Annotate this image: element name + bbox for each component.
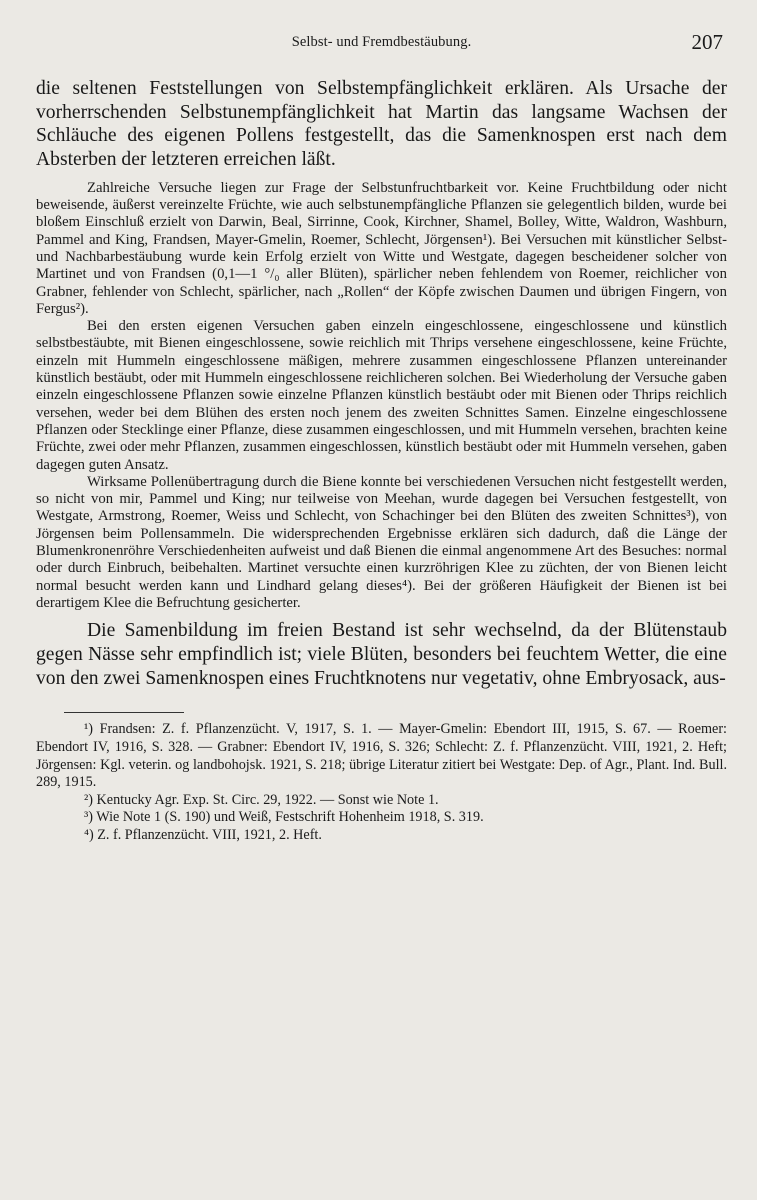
paragraph-4: Wirksame Pollenübertragung durch die Biene konnte bei verschiedenen Versuchen nicht festgestellt werden, so nicht von mir, Pammel und King; nur teilweise von Meehan, wurde dagegen bei Versuchen festgestellt, von Westgate, Armstrong, Roemer, Weiss und Schlecht, von Schachinger bei den Blüten des zweiten Schnittes³), von Jörgensen beim Pollensammeln. Die widersprechenden Ergebnisse erklären sich dadurch, daß die Länge der Blumenkronenröhre Verschiedenheiten aufweist und daß Bienen die einmal angenommene Art des Besuches: normal oder durch Einbruch, beibehalten. Martinet versuchte einen kurzröhrigen Klee zu züchten, der von Bienen leicht normal besucht werden kann und Lindhard gelang dieses⁴). Bei der größeren Häufigkeit der Bienen ist bei derartigem Klee die Befruchtung gesicherter. (36, 473, 727, 611)
footnotes (36, 721, 727, 844)
paragraph-1: die seltenen Feststellungen von Selbstempfänglichkeit erklären. Als Ursache der vorherrschenden Selbstunempfänglichkeit hat Martin das langsame Wachsen der Schläuche des eigenen Pollens festgestellt, das die Samenknospen erst nach dem Absterben der letzteren erreichen läßt. (36, 78, 727, 171)
footnote-4: ⁴) Z. f. Pflanzenzücht. VIII, 1921, 2. Heft. (84, 826, 322, 843)
footnote-rule (64, 712, 184, 713)
page-header (36, 0, 727, 58)
footnote-1: ¹) Frandsen: Z. f. Pflanzenzücht. V, 1917, S. 1. — Mayer-Gmelin: Ebendort III, 1915, S. 67. — Roemer: Ebendort IV, 1916, S. 328. — Grabner: Ebendort IV, 1916, S. 326; Schlecht: Z. f. Pflanzenzücht. VIII, 1921, 2. Heft; Jörgensen: Kgl. veterin. og landbohojsk. 1921, S. 218; übrige Literatur zitiert bei Westgate: Dep. of Agr., Plant. Ind. Bull. 289, 1915. (36, 721, 727, 791)
paragraph-5: Die Samenbildung im freien Bestand ist sehr wechselnd, da der Blütenstaub gegen Nässe sehr empfindlich ist; viele Blüten, besonders bei feuchtem Wetter, die eine von den zwei Samenknospen eines Fruchtknotens nur vegetativ, ohne Embryosack, aus- (36, 620, 727, 689)
footnote-3: ³) Wie Note 1 (S. 190) und Weiß, Festschrift Hohenheim 1918, S. 319. (84, 809, 484, 826)
page-number: 207 (691, 30, 723, 54)
paragraph-2: Zahlreiche Versuche liegen zur Frage der Selbstunfruchtbarkeit vor. Keine Fruchtbildung oder nicht beweisende, äußerst vereinzelte Früchte, wie auch selbstunempfängliche Pflanzen sie gelegentlich bilden, wurde bei bloßem Einschluß erzielt von Darwin, Beal, Sirrinne, Cook, Kirchner, Shamel, Bolley, Witte, Waldron, Washburn, Pammel and King, Frandsen, Mayer-Gmelin, Roemer, Schlecht, Jörgensen¹). Bei Versuchen mit künstlicher Selbst- und Nachbarbestäubung wurde kein Erfolg erzielt von Witte und Westgate, dagegen bescheidener solcher von Martinet und von Frandsen (0,1—1 °/₀ aller Blüten), spärlicher neben fehlendem von Roemer, reichlicher von Grabner, fehlender von Schlecht, spärlicher, nach „Rollen“ der Köpfe zwischen Daumen und übrigen Fingern, von Fergus²). (36, 179, 727, 317)
footnote-2: ²) Kentucky Agr. Exp. St. Circ. 29, 1922. — Sonst wie Note 1. (84, 791, 439, 808)
paragraph-3: Bei den ersten eigenen Versuchen gaben einzeln eingeschlossene, eingeschlossene und künstlich selbstbestäubte, mit Bienen eingeschlossene, sowie reichlich mit Thrips versehene eingeschlossene, keine Früchte, einzeln mit Hummeln eingeschlossene mäßigen, mehrere zusammen eingeschlossene Pflanzen untereinander künstlich bestäubt, oder mit Hummeln eingeschlossene reichlicheren solchen. Bei Wiederholung der Versuche gaben einzeln eingeschlossene Pflanzen sowie einzelne Pflanzen künstlich bestäubt oder mit Bienen oder Thrips reichlich versehen, weder bei dem Blühen des ersten noch jenem des zweiten Schnittes Samen. Einzelne eingeschlossene Pflanzen oder Stecklinge einer Pflanze, diese zusammen eingeschlossen, und mit Hummeln versehen, brachten keine Früchte, zwei oder mehr Pflanzen, zusammen eingeschlossen, künstlich bestäubt oder mit Hummeln versehen, gaben dagegen guten Ansatz. (36, 318, 727, 473)
running-head: Selbst- und Fremdbestäubung. (291, 34, 472, 50)
